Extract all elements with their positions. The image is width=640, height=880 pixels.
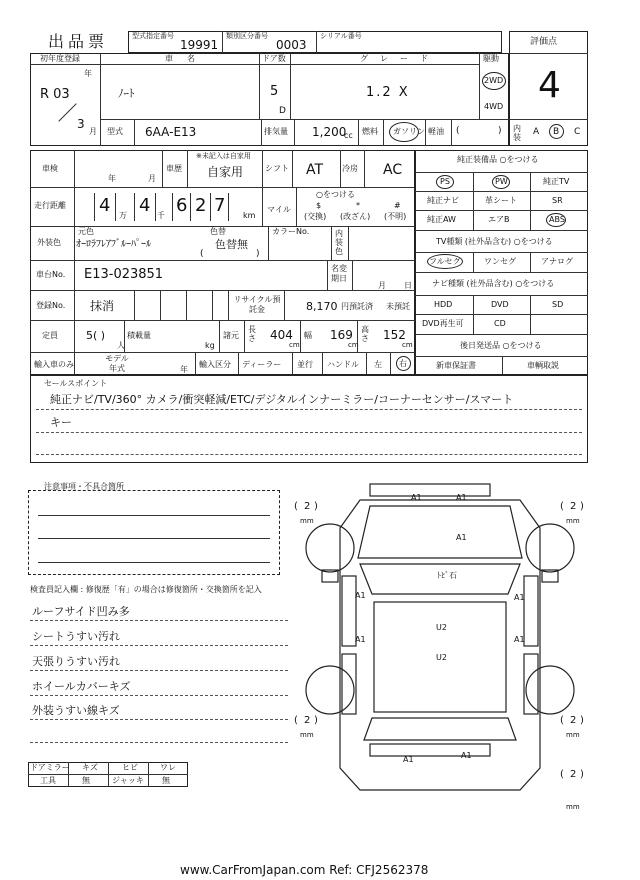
history-note: ※未記入は自家用 xyxy=(196,152,251,160)
tire-lr-paren: ( xyxy=(294,715,298,726)
ac-label: 冷房 xyxy=(342,164,358,173)
color-label: 外装色 xyxy=(37,238,61,247)
navi-dvd: DVD xyxy=(491,300,509,309)
mileage-digit-4: 2 xyxy=(195,195,207,216)
tire-lf-paren-close: ) xyxy=(314,501,318,512)
drive-4wd: 4WD xyxy=(484,102,504,111)
tire-rf-value: 2 xyxy=(570,501,577,512)
recycle-label: リサイクル預託金 xyxy=(233,295,281,314)
navi-cd: CD xyxy=(494,319,506,328)
inspection-month-unit: 月 xyxy=(148,174,156,183)
later-warranty: 新車保証書 xyxy=(436,361,476,370)
mile-label: マイル xyxy=(267,205,291,214)
mile-option-exchange: (交換) xyxy=(304,212,327,221)
color-change-label: 色替 xyxy=(210,227,226,236)
legend-header-3: ヒビ xyxy=(122,763,138,772)
equip-ps: PS xyxy=(440,177,450,186)
note-item-1: ルーフサイド凹み多 xyxy=(32,605,130,618)
tire-left-front xyxy=(306,524,354,572)
category-label: 類別区分番号 xyxy=(226,32,268,40)
left-front-window xyxy=(342,576,356,646)
original-color-value: ｵｰﾛﾗﾌﾚｱﾌﾞﾙｰﾊﾟｰﾙ xyxy=(76,239,151,250)
tv-fullseg: フルセグ xyxy=(429,257,461,266)
displacement-value: 1,200 xyxy=(312,125,347,139)
parallel-label: 並行 xyxy=(297,360,313,369)
front-bumper xyxy=(370,484,490,496)
shift-value: AT xyxy=(306,162,324,178)
interior-label: 内装 xyxy=(513,124,521,142)
mileage-digit-3: 6 xyxy=(176,195,188,216)
shift-label: シフト xyxy=(265,164,289,173)
kg-unit: kg xyxy=(205,341,215,350)
tv-analog: アナログ xyxy=(541,257,573,266)
mileage-digit-5: 7 xyxy=(214,195,226,216)
sales-point-label: セールスポイント xyxy=(44,379,108,388)
man-unit: 万 xyxy=(119,211,127,220)
legend-value-1: 工具 xyxy=(40,776,56,785)
left-handle: 左 xyxy=(374,360,382,369)
spare-paren: ( xyxy=(560,769,564,780)
recycle-value: 8,170 xyxy=(306,300,338,313)
mile-option-unknown: (不明) xyxy=(384,212,407,221)
model-cert-label: 型式指定番号 xyxy=(132,32,174,40)
mark-roof-2: U2 xyxy=(436,653,447,662)
sen-unit: 千 xyxy=(157,211,165,220)
height-label: 高さ xyxy=(361,325,369,343)
later-manual: 車輌取説 xyxy=(527,361,559,370)
length-label: 長さ xyxy=(248,325,256,343)
category-no: 0003 xyxy=(276,38,307,52)
tire-rf-mm: mm xyxy=(566,517,580,525)
legend-header-4: ワレ xyxy=(160,763,176,772)
capacity-value: 5( ) xyxy=(86,329,106,342)
interior-color-label: 内装色 xyxy=(335,229,343,256)
note-item-2: シートうすい汚れ xyxy=(32,630,120,643)
tire-right-front xyxy=(526,524,574,572)
mileage-label: 走行距離 xyxy=(34,201,66,210)
car-name-label: 車名 xyxy=(165,54,209,63)
note-item-5: 外装うすい線キズ xyxy=(32,704,120,717)
legend-header-1: ドアミラー xyxy=(30,763,70,772)
handle-label: ハンドル xyxy=(327,360,359,369)
right-front-window xyxy=(524,576,538,646)
tire-lr-value: 2 xyxy=(304,715,311,726)
note-item-4: ホイールカバーキズ xyxy=(32,680,131,693)
rear-window xyxy=(364,718,516,740)
tire-right-rear xyxy=(526,666,574,714)
navi-dvdplay: DVD再生可 xyxy=(422,319,464,328)
chassis-label: 車台No. xyxy=(36,270,66,279)
equip-airbag: エアB xyxy=(488,215,510,224)
name-change-month: 月 xyxy=(378,281,386,290)
tire-rr-paren-close: ) xyxy=(580,715,584,726)
mile-option-unknown-mark: # xyxy=(394,201,401,210)
serial-label: シリアル番号 xyxy=(320,32,362,40)
navi-title: ナビ種類 (社外品含む) ○をつける xyxy=(432,279,555,288)
height-value: 152 xyxy=(383,328,406,342)
ac-value: AC xyxy=(383,162,403,178)
tire-lr-mm: mm xyxy=(300,731,314,739)
tire-rr-mm: mm xyxy=(566,731,580,739)
navi-hdd: HDD xyxy=(434,300,453,309)
spare-paren-close: ) xyxy=(580,769,584,780)
tire-rr-value: 2 xyxy=(570,715,577,726)
mark-left-rear: A1 xyxy=(355,635,366,644)
mark-hood: A1 xyxy=(456,533,467,542)
capacity-label: 定員 xyxy=(42,331,58,340)
tire-left-rear xyxy=(306,666,354,714)
equip-leather: 革シート xyxy=(485,196,517,205)
name-change-label: 名変期日 xyxy=(331,264,347,283)
history-value: 自家用 xyxy=(207,165,244,179)
paren-close: ) xyxy=(498,126,502,136)
interior-grade-b: B xyxy=(553,127,560,137)
footer-ref: www.CarFromJapan.com Ref: CFJ2562378 xyxy=(180,863,429,877)
tv-oneseg: ワンセグ xyxy=(484,257,516,266)
spare-value: 2 xyxy=(570,769,577,780)
score-value: 4 xyxy=(538,65,561,106)
equipment-title: 純正装備品 ○をつける xyxy=(457,155,539,164)
doors-label: ドア数 xyxy=(262,54,286,63)
mark-right-front: A1 xyxy=(514,593,525,602)
height-cm: cm xyxy=(402,341,413,349)
recycle-unpaid: 未預託 xyxy=(386,302,410,311)
mark-front-b: A1 xyxy=(456,493,467,502)
light-oil-label: 軽油 xyxy=(428,127,444,136)
mark-front-a: A1 xyxy=(411,493,422,502)
legend-value-2: 無 xyxy=(82,776,90,785)
history-label: 車歴 xyxy=(166,164,182,173)
fuel-label: 燃料 xyxy=(362,127,378,136)
inspection-year-unit: 年 xyxy=(108,174,116,183)
load-label: 積載量 xyxy=(127,331,151,340)
tire-lf-value: 2 xyxy=(304,501,311,512)
tire-rr-paren: ( xyxy=(560,715,564,726)
mark-right-rear: A1 xyxy=(514,635,525,644)
dims-label: 諸元 xyxy=(223,331,239,340)
model-label: 型式 xyxy=(107,127,123,136)
legend-value-4: 無 xyxy=(162,776,170,785)
grade-value: 1.2 X xyxy=(366,85,410,100)
sales-point-line1: 純正ナビ/TV/360° カメラ/衝突軽減/ETC/デジタルインナーミラー/コーナーセンサー/スマート xyxy=(50,393,514,406)
year-unit: 年 xyxy=(84,69,92,78)
color-no-label: カラーNo. xyxy=(272,227,310,236)
sales-point-box xyxy=(30,375,588,463)
car-name-value: ﾉｰﾄ xyxy=(118,87,135,100)
color-change-value: 色替無 xyxy=(215,238,248,251)
hood xyxy=(358,506,522,558)
mark-roof: U2 xyxy=(436,623,447,632)
import-label: 輸入車のみ xyxy=(34,360,74,369)
score-label: 評価点 xyxy=(530,37,558,47)
chassis-value: E13-023851 xyxy=(84,267,164,282)
reg-no-value: 抹消 xyxy=(90,299,115,313)
km-unit: km xyxy=(243,211,256,220)
width-label: 幅 xyxy=(304,331,312,340)
spare-mm: mm xyxy=(566,803,580,811)
mark-rear-b: A1 xyxy=(461,751,472,760)
paren-open: ( xyxy=(456,126,460,136)
color-paren-close: ) xyxy=(256,249,260,259)
cc-unit: cc xyxy=(344,131,353,140)
sheet-title: 出品票 xyxy=(48,32,109,51)
person-unit: 人 xyxy=(117,341,125,350)
tire-rf-paren-close: ) xyxy=(580,501,584,512)
tire-lr-paren-close: ) xyxy=(314,715,318,726)
equip-aw: 純正AW xyxy=(427,215,456,224)
drive-2wd: 2WD xyxy=(484,76,504,85)
dealer-label: ディーラー xyxy=(242,360,282,369)
reg-no-label: 登録No. xyxy=(36,301,66,310)
length-cm: cm xyxy=(289,341,300,349)
equip-navi: 純正ナビ xyxy=(427,196,459,205)
equip-tv: 純正TV xyxy=(543,177,570,186)
legend-header-2: キズ xyxy=(82,763,98,772)
first-reg-year: R 03 xyxy=(40,87,70,102)
fuel-value: ガソリン xyxy=(393,127,425,136)
mark-left-front: A1 xyxy=(355,591,366,600)
length-value: 404 xyxy=(270,328,293,342)
mile-option-tamper-mark: * xyxy=(356,201,360,210)
interior-grade-a: A xyxy=(533,127,540,137)
mileage-digit-2: 4 xyxy=(139,195,151,216)
right-handle: 右 xyxy=(399,359,407,368)
import-class-label: 輸入区分 xyxy=(199,360,231,369)
month-unit: 月 xyxy=(89,127,97,136)
tire-rf-paren: ( xyxy=(560,501,564,512)
mile-option-tamper: (改ざん) xyxy=(340,212,371,221)
legend-value-3: ジャッキ xyxy=(112,776,144,785)
model-code: 6AA-E13 xyxy=(145,125,197,139)
mile-circle-note: ○をつける xyxy=(316,190,355,199)
note-item-3: 天張りうすい汚れ xyxy=(32,655,120,668)
first-reg-label: 初年度登録 xyxy=(40,54,80,63)
rear-bumper xyxy=(370,744,490,756)
equip-sr: SR xyxy=(552,196,563,205)
notes-label: 注意事項・不具合箇所 xyxy=(44,482,124,491)
equip-pw: PW xyxy=(495,177,508,186)
tv-title: TV種類 (社外品含む) ○をつける xyxy=(436,237,553,246)
tire-lf-paren: ( xyxy=(294,501,298,512)
later-title: 後日発送品 ○をつける xyxy=(460,341,542,350)
tire-lf-mm: mm xyxy=(300,517,314,525)
doors-value: 5 xyxy=(270,84,279,99)
width-cm: cm xyxy=(348,341,359,349)
color-paren-open: ( xyxy=(200,249,204,259)
navi-sd: SD xyxy=(552,300,564,309)
model-cert-no: 19991 xyxy=(180,38,219,52)
inspection-label: 車検 xyxy=(42,164,58,173)
mileage-digit-1: 4 xyxy=(99,195,111,216)
mile-option-exchange-mark: $ xyxy=(316,201,322,210)
door-type: D xyxy=(279,106,286,116)
original-color-label: 元色 xyxy=(78,227,94,236)
displacement-label: 排気量 xyxy=(264,127,288,136)
car-damage-diagram xyxy=(290,478,590,808)
grade-label: グレード xyxy=(360,54,440,63)
equip-abs: ABS xyxy=(549,215,565,224)
import-year-unit: 年 xyxy=(180,365,188,374)
recycle-unit: 円預託済 xyxy=(341,302,373,311)
model-year-label: モデル年式 xyxy=(105,354,129,373)
interior-grade-c: C xyxy=(574,127,581,137)
inspector-label: 検査員記入欄 : 修復歴「有」の場合は修復箇所・交換箇所を記入 xyxy=(30,585,262,594)
mark-rear-a: A1 xyxy=(403,755,414,764)
width-value: 169 xyxy=(330,328,353,342)
sales-point-line2: キー xyxy=(50,416,72,429)
mark-windshield: ﾄﾋﾞ石 xyxy=(437,571,457,580)
drive-label: 駆動 xyxy=(483,54,499,63)
first-reg-month: 3 xyxy=(77,117,85,131)
